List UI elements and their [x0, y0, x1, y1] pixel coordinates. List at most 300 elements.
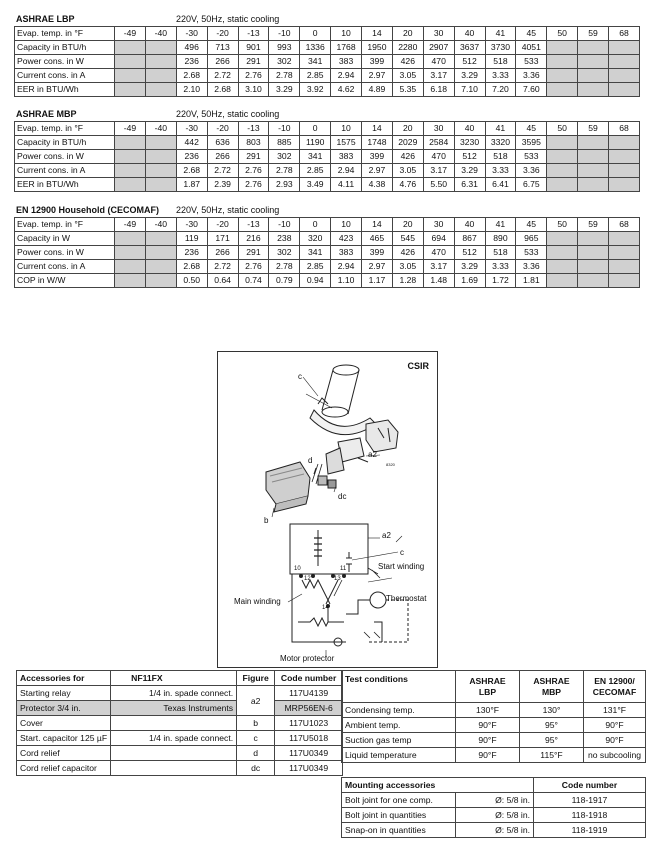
value-cell: 4.76	[392, 178, 423, 192]
value-cell	[115, 69, 146, 83]
value-cell: 171	[207, 232, 238, 246]
performance-row	[15, 164, 640, 178]
value-cell: 119	[176, 232, 207, 246]
value-cell: 1.69	[454, 274, 485, 288]
condition-label: Liquid temperature	[342, 748, 456, 763]
value-cell	[609, 274, 640, 288]
terminal-14: 14	[322, 605, 329, 611]
temp-header-cell: 50	[547, 27, 578, 41]
performance-row	[15, 150, 640, 164]
value-cell: 993	[269, 41, 300, 55]
value-cell: 3595	[516, 136, 547, 150]
lbp-header-2: LBP	[478, 686, 497, 697]
value-cell	[578, 83, 609, 97]
value-cell	[145, 232, 176, 246]
value-cell: 2.72	[207, 260, 238, 274]
value-cell: 1.81	[516, 274, 547, 288]
mounting-accessories-label: Mounting accessories	[342, 778, 534, 793]
temp-header-cell: 40	[454, 218, 485, 232]
value-cell: 2584	[423, 136, 454, 150]
label-code: 8320	[386, 462, 395, 467]
value-cell	[609, 83, 640, 97]
value-cell: 291	[238, 246, 269, 260]
label-d: d	[308, 456, 313, 465]
value-cell: 518	[485, 150, 516, 164]
accessory-figure: b	[237, 716, 275, 731]
value-cell: 3730	[485, 41, 516, 55]
perf-title: ASHRAE MBP	[16, 109, 77, 119]
value-cell	[547, 69, 578, 83]
value-cell: 545	[392, 232, 423, 246]
value-cell: 7.60	[516, 83, 547, 97]
value-cell: 4051	[516, 41, 547, 55]
value-cell: 4.11	[331, 178, 362, 192]
evap-temp-label: Evap. temp. in °F	[15, 218, 115, 232]
test-condition-row	[342, 733, 646, 748]
value-cell: 3.36	[516, 164, 547, 178]
value-cell: 1748	[362, 136, 393, 150]
value-cell: 512	[454, 55, 485, 69]
value-cell: 1336	[300, 41, 331, 55]
value-cell: 426	[392, 55, 423, 69]
temp-header-cell: 10	[331, 218, 362, 232]
value-cell: 426	[392, 150, 423, 164]
value-cell: 0.74	[238, 274, 269, 288]
value-cell: 3637	[454, 41, 485, 55]
value-cell	[547, 274, 578, 288]
mounting-code: 118-1917	[534, 793, 646, 808]
lbp-value: 130°F	[456, 703, 520, 718]
value-cell: 803	[238, 136, 269, 150]
value-cell: 442	[176, 136, 207, 150]
value-cell	[145, 41, 176, 55]
value-cell: 426	[392, 246, 423, 260]
value-cell: 2.76	[238, 69, 269, 83]
value-cell: 3.49	[300, 178, 331, 192]
value-cell	[547, 83, 578, 97]
value-cell: 2.76	[238, 178, 269, 192]
value-cell: 1.48	[423, 274, 454, 288]
value-cell: 3.10	[238, 83, 269, 97]
value-cell: 470	[423, 150, 454, 164]
temp-header-cell: -40	[145, 218, 176, 232]
value-cell: 341	[300, 150, 331, 164]
value-cell: 302	[269, 246, 300, 260]
value-cell	[609, 55, 640, 69]
accessory-name: Protector 3/4 in.	[17, 701, 111, 716]
accessory-figure: dc	[237, 761, 275, 776]
value-cell	[609, 232, 640, 246]
row-label: Capacity in BTU/h	[15, 41, 115, 55]
value-cell: 3.29	[454, 260, 485, 274]
accessory-name: Cord relief capacitor	[17, 761, 111, 776]
value-cell	[115, 178, 146, 192]
accessories-header	[17, 671, 343, 686]
row-label: Power cons. in W	[15, 150, 115, 164]
value-cell: 2.78	[269, 260, 300, 274]
value-cell: 3.29	[454, 164, 485, 178]
value-cell: 423	[331, 232, 362, 246]
temp-header-cell: 50	[547, 122, 578, 136]
temp-header-cell: 10	[331, 27, 362, 41]
value-cell: 0.64	[207, 274, 238, 288]
row-label: Current cons. in A	[15, 164, 115, 178]
performance-row	[15, 69, 640, 83]
value-cell: 1.72	[485, 274, 516, 288]
value-cell	[145, 260, 176, 274]
accessory-code: 117U5018	[275, 731, 343, 746]
perf-conditions: 220V, 50Hz, static cooling	[176, 205, 280, 215]
temp-header-cell: -20	[207, 218, 238, 232]
value-cell: 901	[238, 41, 269, 55]
value-cell: 3.92	[300, 83, 331, 97]
label-a2-schematic: a2	[382, 531, 391, 540]
value-cell: 399	[362, 55, 393, 69]
perf-table-mbp	[14, 107, 640, 192]
value-cell: 236	[176, 150, 207, 164]
temp-header-cell: -20	[207, 27, 238, 41]
value-cell	[578, 69, 609, 83]
value-cell: 1.28	[392, 274, 423, 288]
value-cell: 3.05	[392, 260, 423, 274]
temperature-header-row	[15, 27, 640, 41]
accessories-model: NF11FX	[111, 671, 237, 686]
temp-header-cell: -49	[115, 122, 146, 136]
temp-header-cell: 41	[485, 122, 516, 136]
value-cell: 4.89	[362, 83, 393, 97]
value-cell: 518	[485, 55, 516, 69]
accessory-code: 117U0349	[275, 746, 343, 761]
value-cell: 636	[207, 136, 238, 150]
value-cell	[115, 164, 146, 178]
accessory-figure: d	[237, 746, 275, 761]
value-cell	[115, 55, 146, 69]
mbp-value: 130°	[520, 703, 584, 718]
value-cell	[547, 260, 578, 274]
condition-label: Suction gas temp	[342, 733, 456, 748]
row-label: Current cons. in A	[15, 260, 115, 274]
figure-col-header: Figure	[237, 671, 275, 686]
value-cell: 291	[238, 55, 269, 69]
accessory-row	[17, 686, 343, 701]
en-header-2: CECOMAF	[592, 686, 637, 697]
value-cell: 2029	[392, 136, 423, 150]
temp-header-cell: 59	[578, 122, 609, 136]
en-value: 90°F	[584, 733, 646, 748]
label-b: b	[264, 516, 269, 525]
exploded-and-wiring-drawing	[218, 352, 437, 667]
temp-header-cell: 59	[578, 27, 609, 41]
value-cell: 713	[207, 41, 238, 55]
csir-figure	[217, 351, 438, 668]
value-cell	[578, 136, 609, 150]
value-cell: 2.68	[176, 260, 207, 274]
value-cell	[609, 41, 640, 55]
value-cell: 5.50	[423, 178, 454, 192]
value-cell: 2.39	[207, 178, 238, 192]
value-cell: 4.62	[331, 83, 362, 97]
accessory-code: 117U4139	[275, 686, 343, 701]
value-cell: 2.68	[176, 69, 207, 83]
temp-header-cell: -10	[269, 122, 300, 136]
value-cell	[547, 136, 578, 150]
value-cell	[578, 246, 609, 260]
terminal-10: 10	[294, 566, 301, 572]
value-cell	[578, 178, 609, 192]
value-cell: 383	[331, 246, 362, 260]
value-cell: 0.94	[300, 274, 331, 288]
terminal-11: 11	[340, 566, 347, 572]
performance-row	[15, 83, 640, 97]
value-cell	[609, 260, 640, 274]
row-label: Power cons. in W	[15, 55, 115, 69]
value-cell	[578, 150, 609, 164]
accessory-spec: 1/4 in. spade connect.	[111, 731, 237, 746]
value-cell: 2.76	[238, 260, 269, 274]
value-cell	[547, 41, 578, 55]
temperature-header-row	[15, 122, 640, 136]
temp-header-cell: 68	[609, 27, 640, 41]
value-cell: 1.17	[362, 274, 393, 288]
value-cell: 533	[516, 55, 547, 69]
temp-header-cell: -10	[269, 27, 300, 41]
value-cell: 3.05	[392, 69, 423, 83]
accessory-name: Cord relief	[17, 746, 111, 761]
value-cell: 341	[300, 246, 331, 260]
row-label: EER in BTU/Wh	[15, 83, 115, 97]
lbp-value: 90°F	[456, 733, 520, 748]
value-cell	[609, 246, 640, 260]
value-cell	[547, 150, 578, 164]
temp-header-cell: 45	[516, 27, 547, 41]
test-conditions-table	[341, 670, 646, 763]
test-conditions-label: Test conditions	[342, 671, 456, 703]
accessory-code: 117U1023	[275, 716, 343, 731]
en-value: 131°F	[584, 703, 646, 718]
lbp-value: 90°F	[456, 718, 520, 733]
value-cell: 383	[331, 55, 362, 69]
terminal-12: 12	[304, 576, 311, 582]
accessory-row	[17, 701, 343, 716]
value-cell: 341	[300, 55, 331, 69]
value-cell	[115, 246, 146, 260]
mounting-header	[342, 778, 646, 793]
row-label: Capacity in W	[15, 232, 115, 246]
temp-header-cell: -49	[115, 27, 146, 41]
temp-header-cell: -13	[238, 27, 269, 41]
accessory-row	[17, 746, 343, 761]
temp-header-cell: -49	[115, 218, 146, 232]
temp-header-cell: 14	[362, 218, 393, 232]
value-cell: 399	[362, 246, 393, 260]
mbp-value: 95°	[520, 718, 584, 733]
value-cell	[145, 55, 176, 69]
accessory-code: MRP56EN-6	[275, 701, 343, 716]
value-cell: 2.94	[331, 69, 362, 83]
mounting-code: 118-1919	[534, 823, 646, 838]
perf-table-en12900	[14, 203, 640, 288]
value-cell: 885	[269, 136, 300, 150]
lbp-value: 90°F	[456, 748, 520, 763]
mounting-code-header: Code number	[534, 778, 646, 793]
temp-header-cell: -40	[145, 122, 176, 136]
accessory-figure: a2	[237, 686, 275, 716]
performance-row	[15, 260, 640, 274]
value-cell	[115, 260, 146, 274]
temp-header-cell: 0	[300, 27, 331, 41]
value-cell	[609, 150, 640, 164]
performance-row	[15, 232, 640, 246]
value-cell	[578, 164, 609, 178]
perf-conditions: 220V, 50Hz, static cooling	[176, 14, 280, 24]
test-conditions-header	[342, 671, 646, 703]
value-cell: 496	[176, 41, 207, 55]
value-cell: 2.68	[207, 83, 238, 97]
accessory-spec	[111, 761, 237, 776]
value-cell	[115, 41, 146, 55]
value-cell	[547, 246, 578, 260]
temp-header-cell: 0	[300, 122, 331, 136]
accessory-spec	[111, 746, 237, 761]
temp-header-cell: -30	[176, 218, 207, 232]
value-cell: 2.72	[207, 69, 238, 83]
value-cell: 399	[362, 150, 393, 164]
row-label: Power cons. in W	[15, 246, 115, 260]
value-cell: 266	[207, 150, 238, 164]
value-cell	[115, 83, 146, 97]
mounting-label: Snap-on in quantities	[342, 823, 456, 838]
value-cell: 266	[207, 55, 238, 69]
value-cell: 2.97	[362, 260, 393, 274]
perf-table-lbp	[14, 12, 640, 97]
value-cell	[115, 150, 146, 164]
value-cell: 1.10	[331, 274, 362, 288]
figure-title: CSIR	[407, 361, 429, 371]
mbp-header-2: MBP	[541, 686, 562, 697]
performance-row	[15, 136, 640, 150]
temperature-header-row	[15, 218, 640, 232]
perf-title: EN 12900 Household (CECOMAF)	[16, 205, 160, 215]
value-cell: 3.29	[454, 69, 485, 83]
value-cell: 533	[516, 150, 547, 164]
value-cell	[145, 246, 176, 260]
value-cell: 238	[269, 232, 300, 246]
en-value: 90°F	[584, 718, 646, 733]
perf-title: ASHRAE LBP	[16, 14, 75, 24]
temp-header-cell: 14	[362, 122, 393, 136]
value-cell: 3.36	[516, 260, 547, 274]
value-cell: 3.36	[516, 69, 547, 83]
label-dc: dc	[338, 492, 347, 501]
value-cell: 2.85	[300, 260, 331, 274]
value-cell: 3.33	[485, 69, 516, 83]
temp-header-cell: 45	[516, 218, 547, 232]
en-value: no subcooling	[584, 748, 646, 763]
temp-header-cell: 45	[516, 122, 547, 136]
value-cell: 470	[423, 55, 454, 69]
value-cell: 512	[454, 150, 485, 164]
test-condition-row	[342, 748, 646, 763]
temp-header-cell: 68	[609, 122, 640, 136]
accessory-name: Start. capacitor 125 µF	[17, 731, 111, 746]
value-cell: 2.93	[269, 178, 300, 192]
temp-header-cell: 59	[578, 218, 609, 232]
mounting-label: Bolt joint in quantities	[342, 808, 456, 823]
test-condition-row	[342, 718, 646, 733]
value-cell	[145, 178, 176, 192]
value-cell: 2.76	[238, 164, 269, 178]
value-cell: 2280	[392, 41, 423, 55]
mounting-accessories-table	[341, 777, 646, 838]
terminal-13: 13	[334, 576, 341, 582]
mounting-label: Bolt joint for one comp.	[342, 793, 456, 808]
accessory-row	[17, 761, 343, 776]
value-cell: 2.85	[300, 69, 331, 83]
value-cell: 2.68	[176, 164, 207, 178]
label-c: c	[298, 372, 302, 381]
value-cell	[115, 232, 146, 246]
accessory-row	[17, 716, 343, 731]
value-cell	[145, 83, 176, 97]
value-cell: 302	[269, 55, 300, 69]
temp-header-cell: -13	[238, 218, 269, 232]
value-cell: 694	[423, 232, 454, 246]
value-cell: 3.33	[485, 164, 516, 178]
value-cell: 2.94	[331, 260, 362, 274]
temp-header-cell: -40	[145, 27, 176, 41]
value-cell: 1190	[300, 136, 331, 150]
value-cell	[547, 164, 578, 178]
value-cell	[609, 164, 640, 178]
temp-header-cell: 20	[392, 218, 423, 232]
value-cell: 6.75	[516, 178, 547, 192]
value-cell: 3.17	[423, 69, 454, 83]
accessory-name: Starting relay	[17, 686, 111, 701]
label-start-winding: Start winding	[378, 562, 425, 571]
row-label: Current cons. in A	[15, 69, 115, 83]
value-cell: 2.97	[362, 69, 393, 83]
value-cell	[547, 178, 578, 192]
accessories-for-label: Accessories for	[17, 671, 111, 686]
label-a2: a2	[368, 450, 377, 459]
value-cell	[115, 274, 146, 288]
row-label: COP in W/W	[15, 274, 115, 288]
label-thermostat: Thermostat	[386, 594, 427, 603]
code-col-header: Code number	[275, 671, 343, 686]
value-cell: 2.78	[269, 164, 300, 178]
performance-row	[15, 178, 640, 192]
value-cell: 3.17	[423, 164, 454, 178]
performance-row	[15, 41, 640, 55]
value-cell: 266	[207, 246, 238, 260]
value-cell: 2.85	[300, 164, 331, 178]
value-cell: 7.10	[454, 83, 485, 97]
value-cell	[145, 150, 176, 164]
accessory-code: 117U0349	[275, 761, 343, 776]
value-cell: 512	[454, 246, 485, 260]
value-cell: 3.33	[485, 260, 516, 274]
mbp-value: 115°F	[520, 748, 584, 763]
temp-header-cell: -30	[176, 27, 207, 41]
accessory-spec: 1/4 in. spade connect.	[111, 686, 237, 701]
temp-header-cell: 20	[392, 122, 423, 136]
temp-header-cell: 20	[392, 27, 423, 41]
value-cell: 2.97	[362, 164, 393, 178]
temp-header-cell: 30	[423, 27, 454, 41]
value-cell: 867	[454, 232, 485, 246]
value-cell: 2.72	[207, 164, 238, 178]
value-cell: 2.10	[176, 83, 207, 97]
